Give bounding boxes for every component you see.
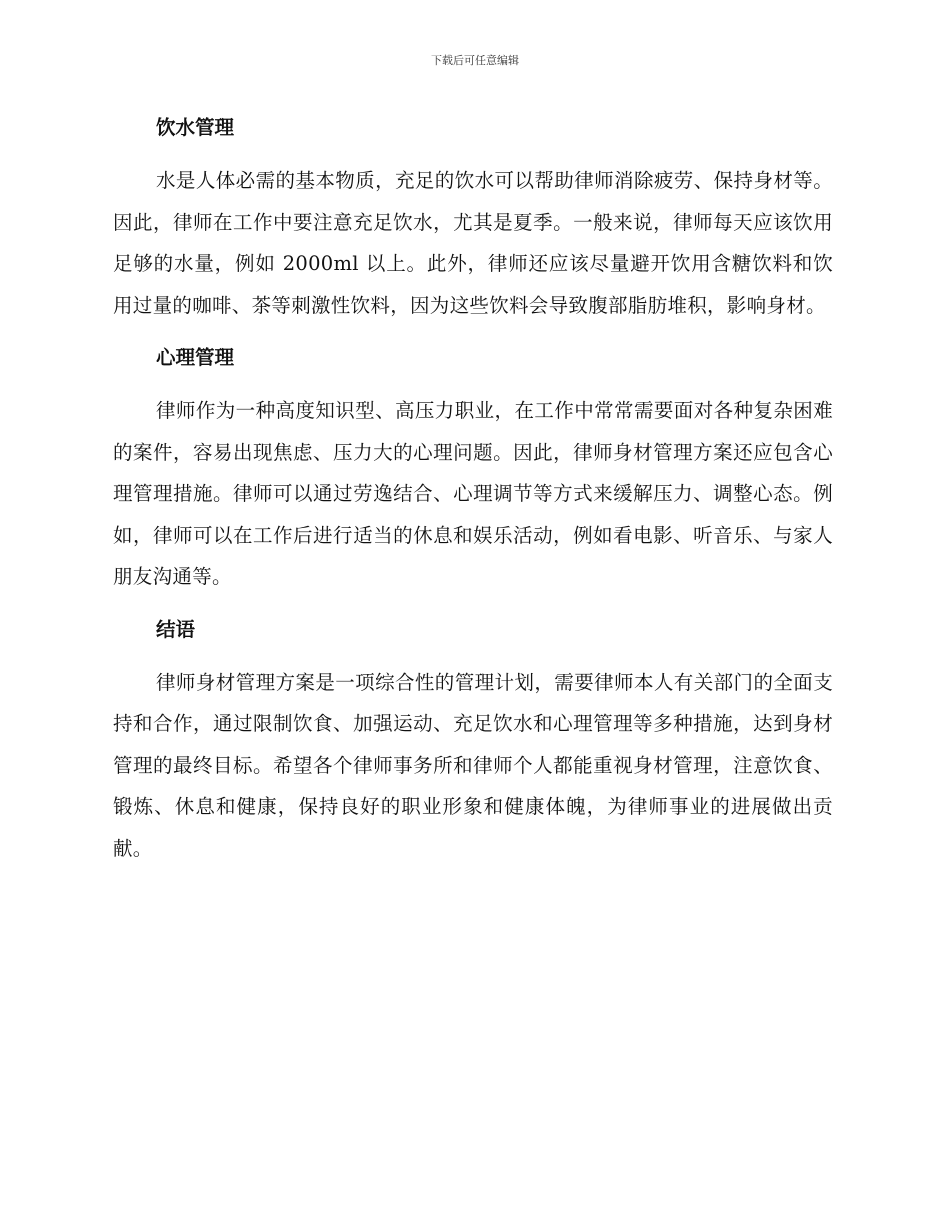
page-header-note: 下载后可任意编辑 (431, 54, 519, 67)
section-heading: 结语 (156, 617, 196, 641)
section-mental-management (113, 338, 833, 598)
section-water-management (113, 108, 833, 326)
section-heading: 心理管理 (156, 346, 235, 369)
section-paragraph: 律师身材管理方案是一项综合性的管理计划，需要律师本人有关部门的全面支持和合作，通过限制饮食、加强运动、充足饮水和心理管理等多种措施，达到身材管理的最终目标。希望各个律师事务所和律师个人都能重视身材管理，注意饮食、锻炼、休息和健康，保持良好的职业形象和健康体魄，为律师事业的进展做出贡献。 (113, 670, 833, 860)
section-paragraph: 律师作为一种高度知识型、高压力职业，在工作中常常需要面对各种复杂困难的案件，容易出现焦虑、压力大的心理问题。因此，律师身材管理方案还应包含心理管理措施。律师可以通过劳逸结合、心理调节等方式来缓解压力、调整心态。例如，律师可以在工作后进行适当的休息和娱乐活动，例如看电影、听音乐、与家人朋友沟通等。 (113, 399, 833, 588)
document-body (113, 108, 833, 881)
section-conclusion (113, 610, 833, 870)
section-paragraph: 水是人体必需的基本物质，充足的饮水可以帮助律师消除疲劳、保持身材等。因此，律师在工作中要注意充足饮水，尤其是夏季。一般来说，律师每天应该饮用足够的水量，例如 2000ml 以上。此外，律师还应该尽量避开饮用含糖饮料和饮用过量的咖啡、茶等刺激性饮料，因为这些饮料会导致腹部脂肪堆积，影响身材。 (113, 169, 833, 317)
section-heading: 饮水管理 (156, 116, 235, 139)
